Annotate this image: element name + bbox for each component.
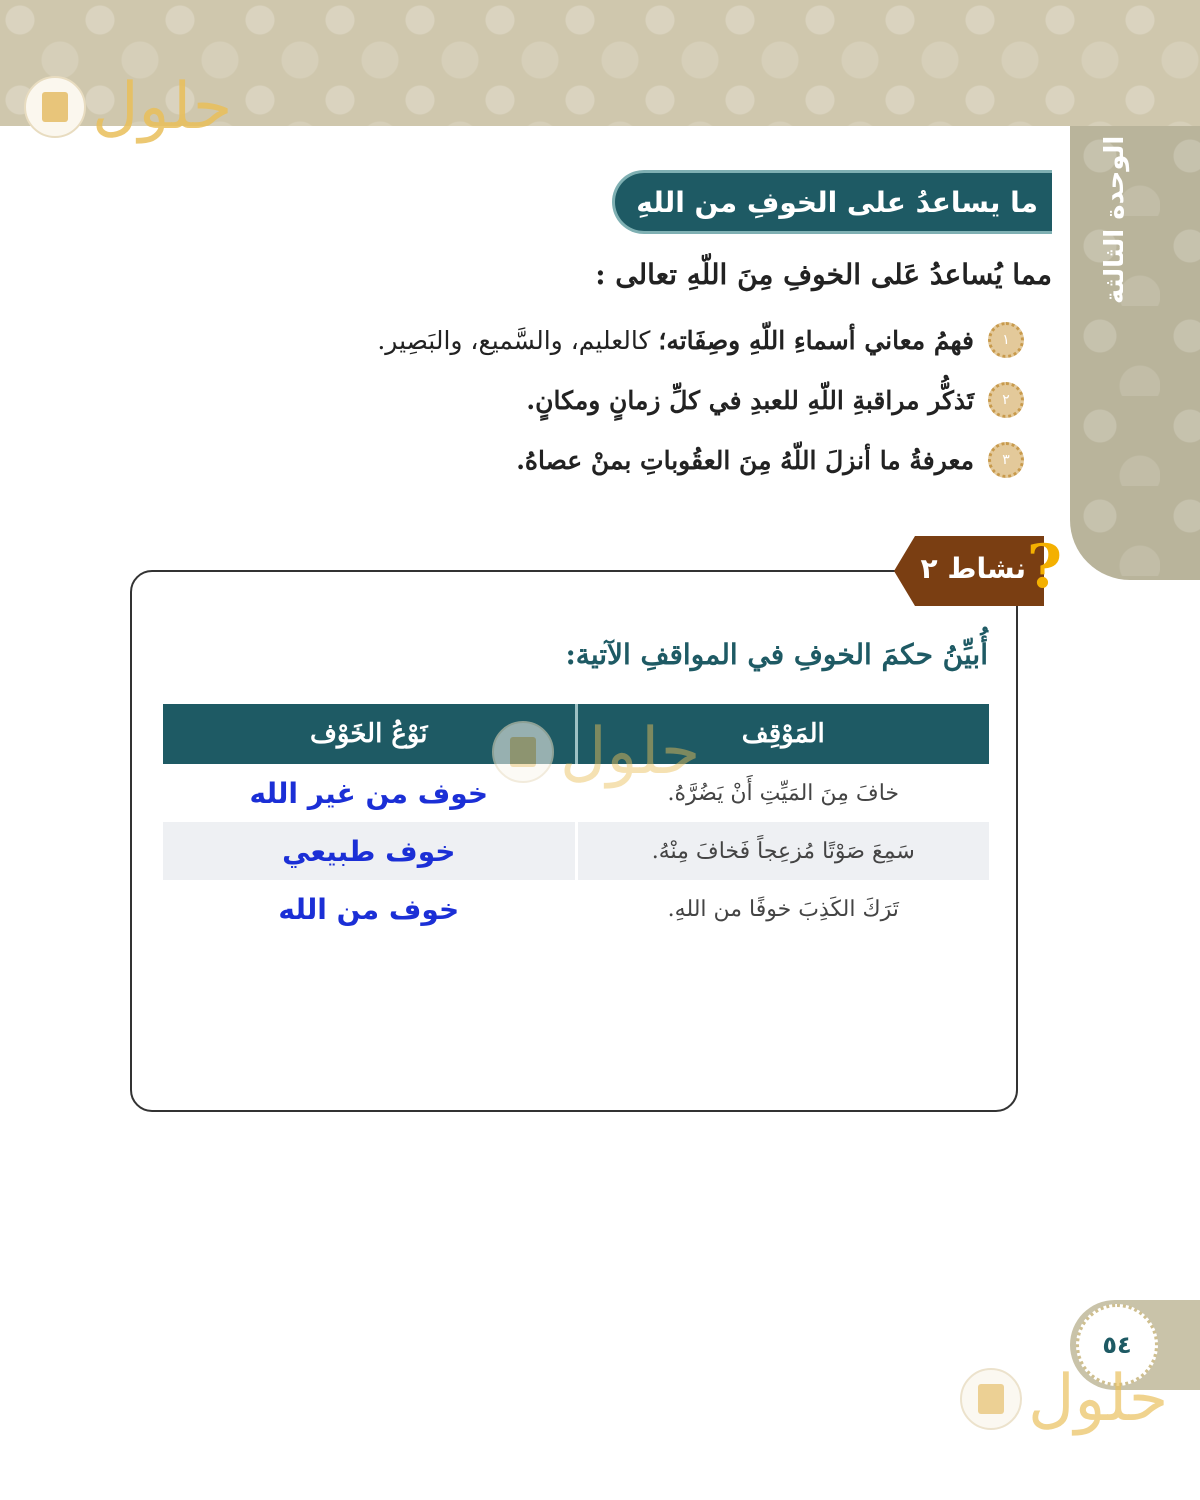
list-item (377, 322, 1024, 358)
table-row (163, 880, 989, 938)
page-number: ٥٤ (1076, 1304, 1158, 1386)
list-item (516, 442, 1024, 478)
situation-cell: خافَ مِنَ المَيِّتِ أَنْ يَضُرَّهُ. (667, 780, 900, 806)
hulul-logo (24, 70, 232, 144)
logo-word: حلول (560, 715, 701, 789)
answer-cell: خوف من الله (163, 880, 578, 938)
section-intro: مما يُساعدُ عَلى الخوفِ مِنَ اللّهِ تعالى : (595, 258, 1052, 291)
answer-cell: خوف من غير الله (163, 764, 578, 822)
list-item (526, 382, 1024, 418)
point-strong: فهمُ معاني أسماءِ اللّهِ وصِفَاته؛ (658, 325, 974, 355)
book-icon (24, 76, 86, 138)
answer-cell: خوف طبيعي (163, 822, 578, 880)
hulul-logo-bottom (960, 1362, 1168, 1436)
logo-word: حلول (92, 70, 233, 144)
hulul-watermark (492, 715, 700, 789)
situation-cell: سَمِعَ صَوْتًا مُزعِجاً فَخافَ مِنْهُ. (651, 838, 915, 864)
activity-label: نشاط ٢ (920, 552, 1026, 585)
point-strong: معرفةُ ما أنزلَ اللّهُ مِنَ العقُوباتِ بمنْ عصاهُ. (516, 445, 974, 475)
table-row (163, 822, 989, 880)
activity-question: أُبيِّنُ حكمَ الخوفِ في المواقفِ الآتية: (565, 638, 988, 671)
column-header-situation: المَوْقِف (741, 719, 825, 749)
book-icon (960, 1368, 1022, 1430)
logo-word: حلول (1028, 1362, 1169, 1436)
point-rest: كالعليم، والسَّميع، والبَصِير. (377, 325, 659, 355)
number-badge: ٣ (988, 442, 1024, 478)
point-text (377, 326, 974, 355)
point-strong: تَذكُّر مراقبةِ اللّهِ للعبدِ في كلِّ زمانٍ ومكانٍ. (526, 385, 974, 415)
activity-tag (892, 532, 1062, 606)
unit-label: الوحدة الثالثة (1100, 135, 1130, 305)
section-title: ما يساعدُ على الخوفِ من اللهِ (612, 170, 1052, 234)
column-header-fear-type: نَوْعُ الخَوْف (163, 704, 578, 764)
book-icon (492, 721, 554, 783)
number-badge: ٢ (988, 382, 1024, 418)
question-mark-icon: ? (1026, 532, 1062, 602)
situation-cell: تَرَكَ الكَذِبَ خوفًا من اللهِ. (667, 896, 899, 922)
number-badge: ١ (988, 322, 1024, 358)
